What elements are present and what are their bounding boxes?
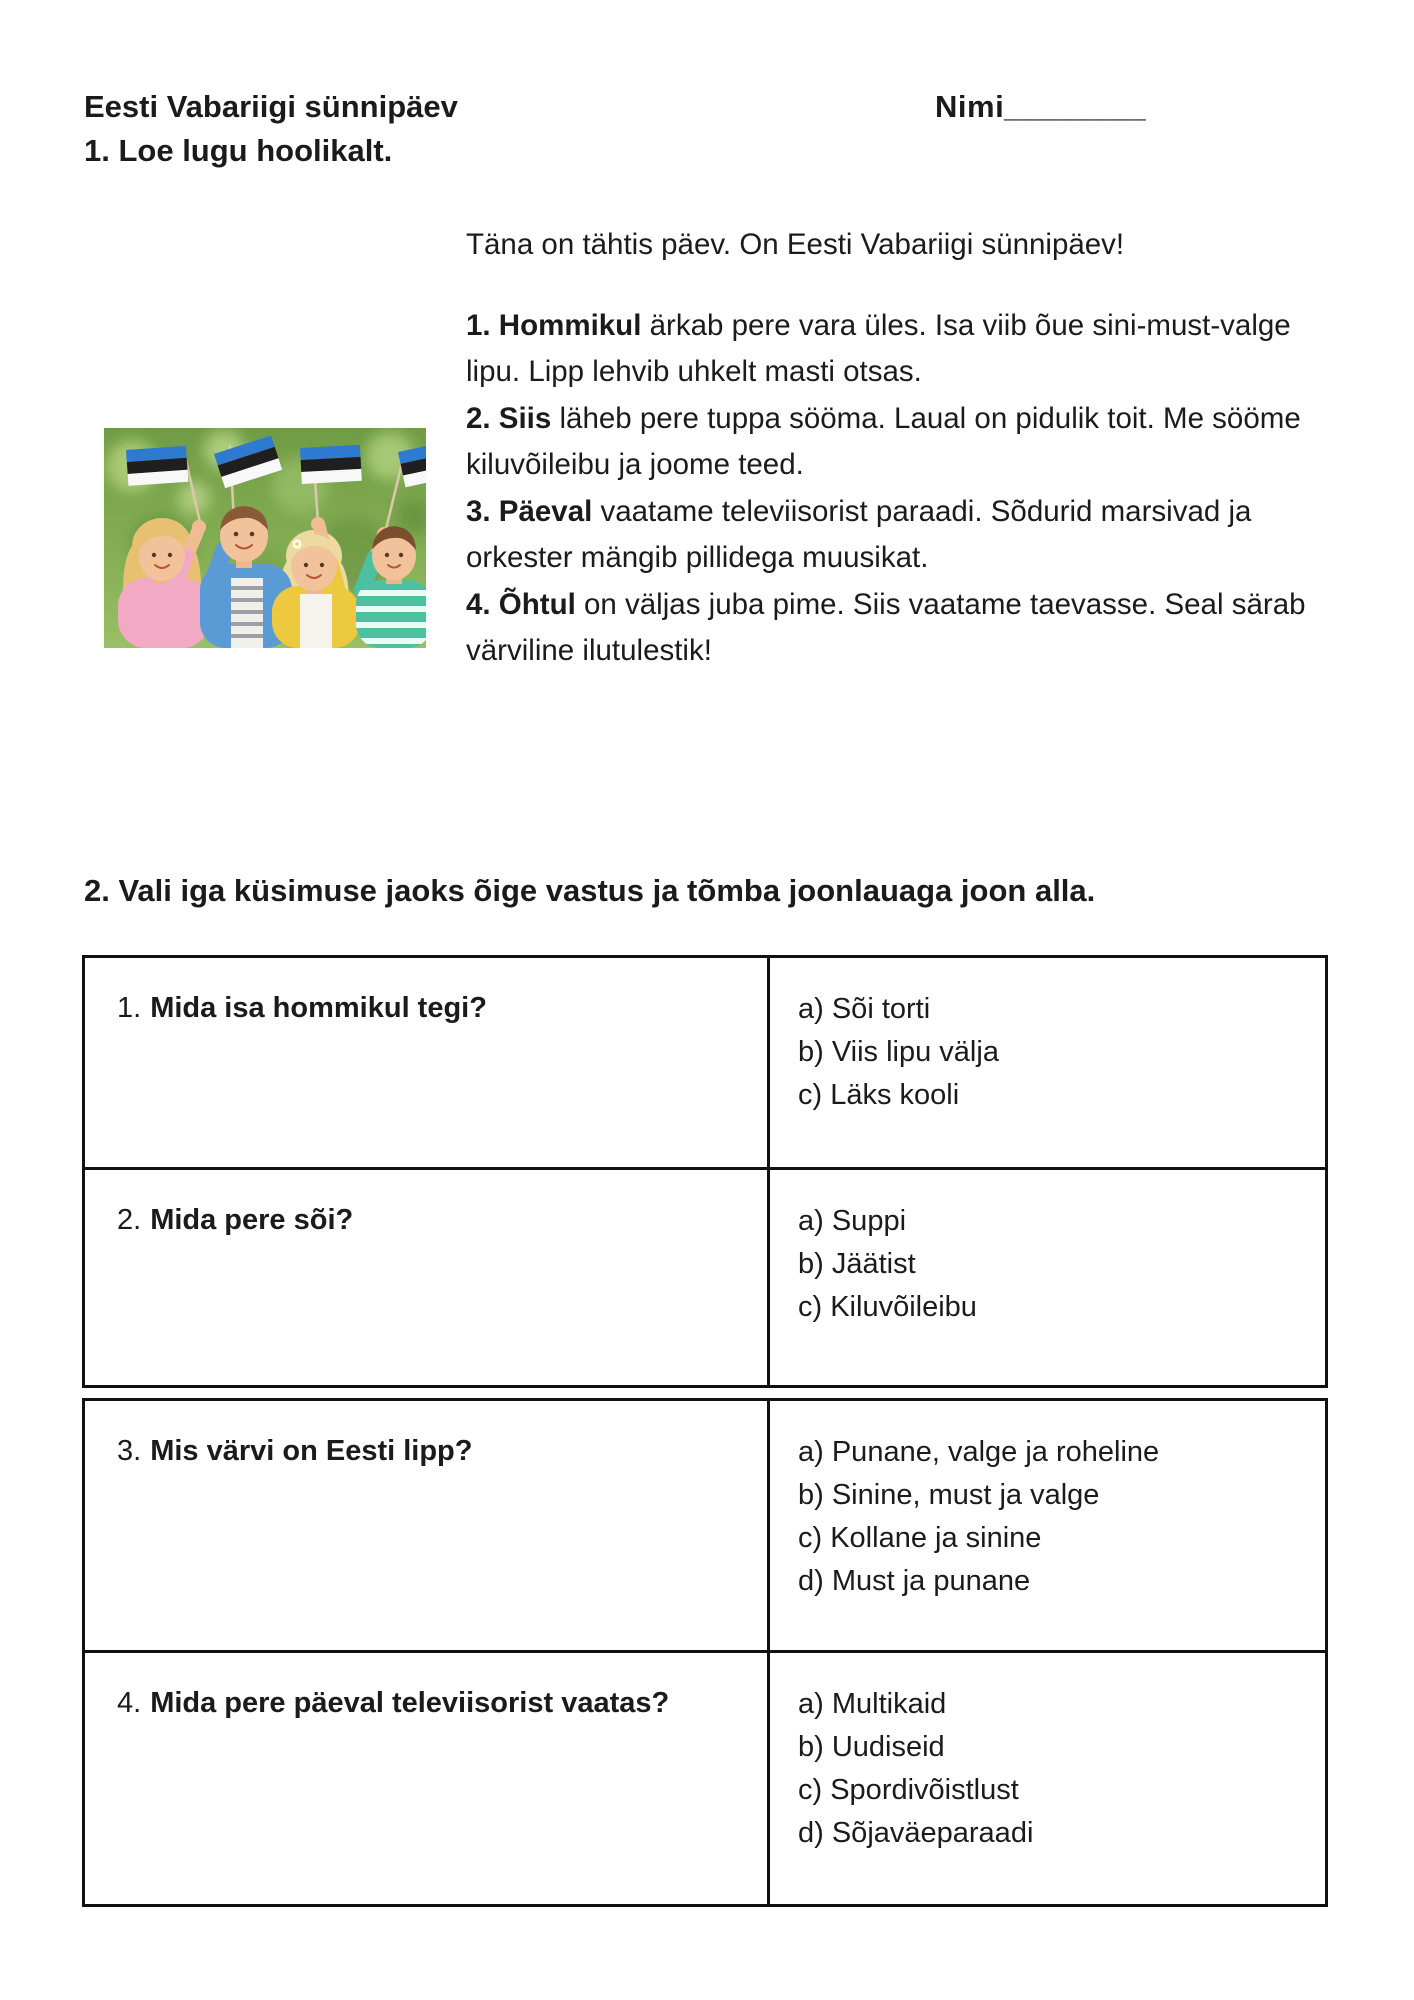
answers-cell-1 xyxy=(769,957,1327,1169)
story-sentence-1-lead: 1. Hommikul xyxy=(466,308,642,342)
instruction-read-story: 1. Loe lugu hoolikalt. xyxy=(84,133,393,168)
question-3-number: 3. xyxy=(117,1435,142,1467)
answer-option[interactable]: a) Punane, valge ja roheline xyxy=(798,1436,1160,1468)
story-sentence-4-body: on väljas juba pime. Siis vaatame taevasse. Seal särab värviline ilutulestik! xyxy=(466,587,1306,667)
answer-option[interactable]: b) Viis lipu välja xyxy=(798,1036,999,1068)
story-sentence-2 xyxy=(466,396,1338,489)
story-intro: Täna on tähtis päev. On Eesti Vabariigi sünnipäev! xyxy=(466,228,1125,261)
story-sentence-1 xyxy=(466,303,1338,396)
estonian-flag-3 xyxy=(300,445,362,484)
question-1-text: Mida isa hommikul tegi? xyxy=(150,992,487,1024)
question-4-number: 4. xyxy=(117,1687,142,1719)
children-flags-illustration xyxy=(104,428,426,648)
answer-option[interactable]: c) Spordivõistlust xyxy=(798,1774,1019,1806)
story-sentence-4 xyxy=(466,582,1338,675)
answer-option[interactable]: c) Kollane ja sinine xyxy=(798,1522,1042,1554)
answer-option[interactable]: c) Kiluvõileibu xyxy=(798,1291,977,1323)
story-sentence-2-lead: 2. Siis xyxy=(466,401,552,435)
answer-option[interactable]: a) Suppi xyxy=(798,1205,907,1237)
question-2-number: 2. xyxy=(117,1204,142,1236)
answer-option[interactable]: c) Läks kooli xyxy=(798,1079,960,1111)
quiz-row-3 xyxy=(84,1400,1327,1652)
answer-option[interactable]: b) Uudiseid xyxy=(798,1731,945,1763)
quiz-row-1 xyxy=(84,957,1327,1169)
answer-option[interactable]: d) Must ja punane xyxy=(798,1565,1031,1597)
page-title: Eesti Vabariigi sünnipäev xyxy=(84,89,458,124)
answer-option[interactable]: a) Multikaid xyxy=(798,1688,947,1720)
answer-option[interactable]: b) Jäätist xyxy=(798,1248,916,1280)
answers-cell-3 xyxy=(769,1400,1327,1652)
instruction-choose-answer: 2. Vali iga küsimuse jaoks õige vastus ja tõmba joonlauaga joon alla. xyxy=(84,873,1096,908)
story-sentence-3-lead: 3. Päeval xyxy=(466,494,593,528)
answer-option[interactable]: b) Sinine, must ja valge xyxy=(798,1479,1100,1511)
question-3-text: Mis värvi on Eesti lipp? xyxy=(150,1435,473,1467)
quiz-table-1 xyxy=(82,955,1328,1388)
question-cell-3 xyxy=(84,1400,769,1652)
question-1-number: 1. xyxy=(117,992,142,1024)
question-2-text: Mida pere sõi? xyxy=(150,1204,354,1236)
children-flags-photo xyxy=(104,428,426,648)
question-4-text: Mida pere päeval televiisorist vaatas? xyxy=(150,1687,670,1719)
story-sentence-2-body: läheb pere tuppa sööma. Laual on pidulik toit. Me sööme kiluvõileibu ja joome teed. xyxy=(466,401,1301,481)
story-text xyxy=(466,222,1338,675)
answers-cell-4 xyxy=(769,1652,1327,1906)
story-sentence-4-lead: 4. Õhtul xyxy=(466,587,576,621)
question-cell-4 xyxy=(84,1652,769,1906)
name-blank-field[interactable]: Nimi________ xyxy=(935,89,1147,124)
answer-option[interactable]: d) Sõjaväeparaadi xyxy=(798,1817,1034,1849)
story-sentence-1-body: ärkab pere vara üles. Isa viib õue sini-must-valge lipu. Lipp lehvib uhkelt masti otsas. xyxy=(466,308,1291,388)
quiz-row-4 xyxy=(84,1652,1327,1906)
story-sentence-3-body: vaatame televiisorist paraadi. Sõdurid marsivad ja orkester mängib pillidega muusikat. xyxy=(466,494,1252,574)
answers-cell-2 xyxy=(769,1169,1327,1387)
answer-option[interactable]: a) Sõi torti xyxy=(798,993,931,1025)
quiz-table-2 xyxy=(82,1398,1328,1907)
question-cell-1 xyxy=(84,957,769,1169)
story-sentence-3 xyxy=(466,489,1338,582)
estonian-flag-1 xyxy=(126,446,188,486)
question-cell-2 xyxy=(84,1169,769,1387)
quiz-row-2 xyxy=(84,1169,1327,1387)
